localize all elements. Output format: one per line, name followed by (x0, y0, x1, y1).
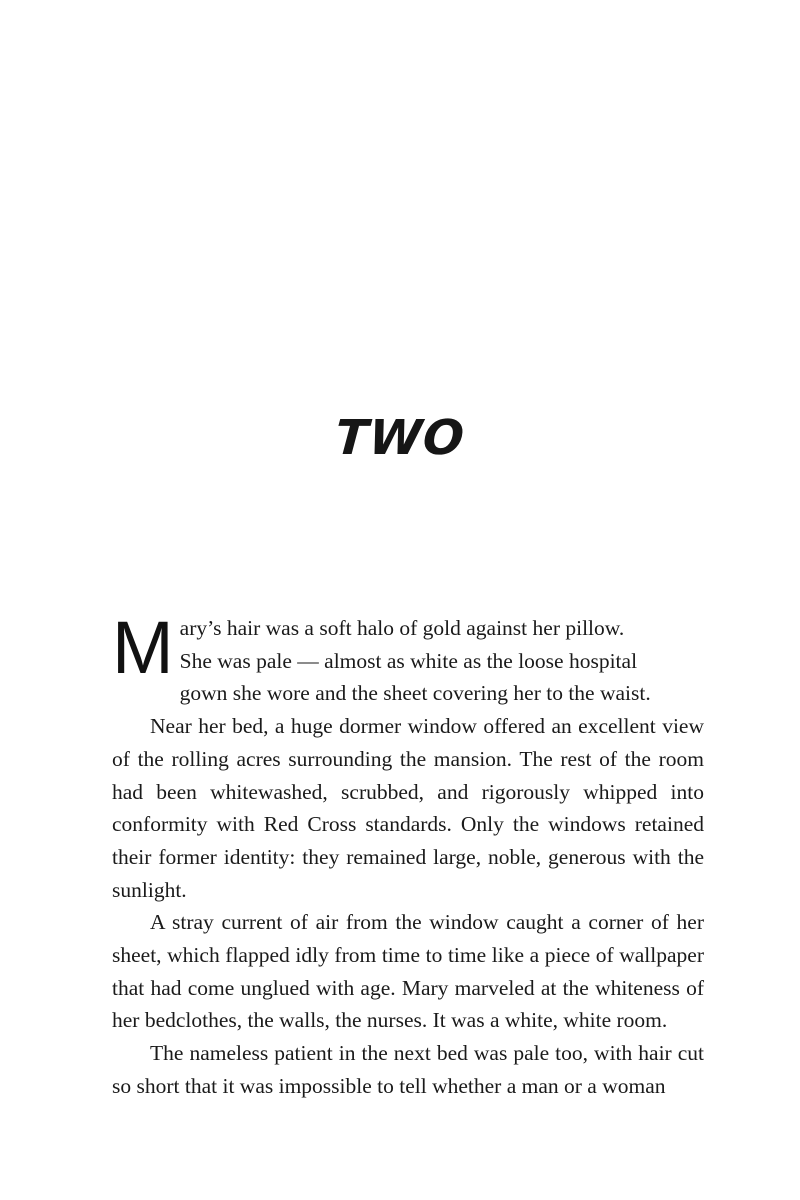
body-paragraph-window: Near her bed, a huge dormer window offered an excellent view of the rolling acres surrounding the mansion. The rest of the room had been whitewashed, scrubbed, and rigorously whipped into conformity with Red Cross standards. Only the windows retained their former identity: they remained large, noble, generous with the sunlight. (112, 714, 704, 902)
opening-line-3: gown she wore and the sheet covering her to the waist. (179, 681, 651, 706)
chapter-body (112, 606, 704, 1103)
body-paragraph-patient: The nameless patient in the next bed was pale too, with hair cut so short that it was impossible to tell whether a man or a woman (112, 1041, 704, 1098)
opening-line-1: ary’s hair was a soft halo of gold against her pillow. (179, 616, 625, 640)
drop-cap: M (112, 606, 174, 689)
chapter-title: TWO (333, 410, 467, 467)
body-paragraph-sheet: A stray current of air from the window caught a corner of her sheet, which flapped idly from time to time like a piece of wallpaper that had come unglued with age. Mary marveled at the whiteness of her bedclothes, the walls, the nurses. It was a white, white room. (112, 910, 704, 1033)
opening-line-2: She was pale — almost as white as the loose hospital (179, 648, 638, 673)
opening-paragraph (112, 606, 704, 710)
